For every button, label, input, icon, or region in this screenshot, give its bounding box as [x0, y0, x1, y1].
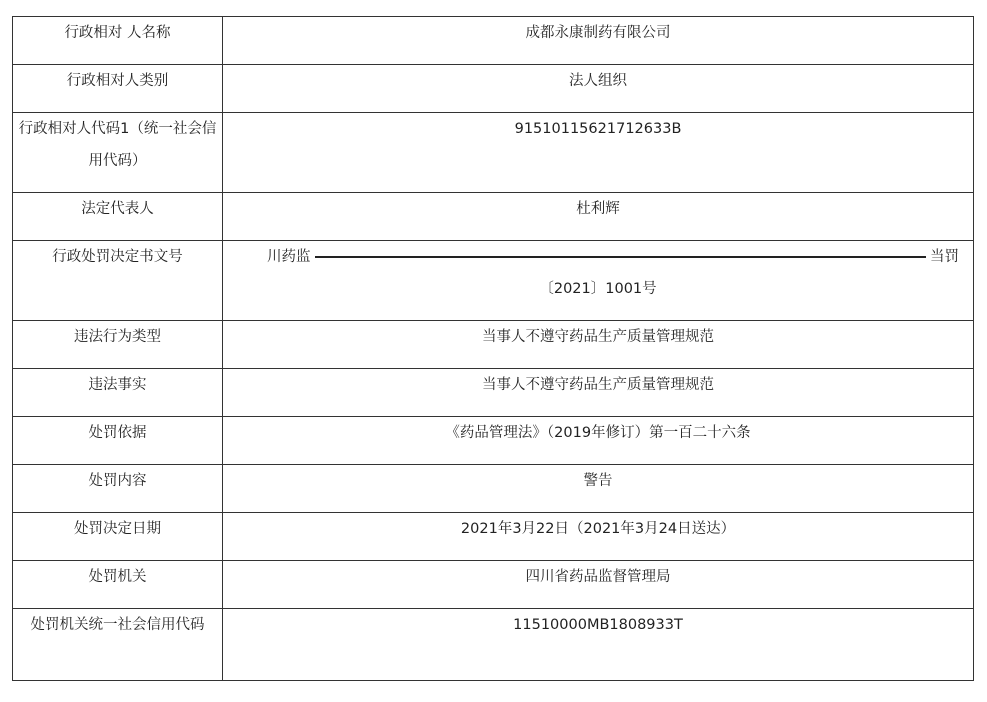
- row-value-document-number: [223, 241, 974, 321]
- table-row: [13, 465, 974, 513]
- row-label: 处罚依据: [13, 417, 223, 465]
- table-row: [13, 417, 974, 465]
- table-row: [13, 17, 974, 65]
- row-label: 处罚内容: [13, 465, 223, 513]
- row-label: 行政相对人类别: [13, 65, 223, 113]
- row-label: 处罚决定日期: [13, 513, 223, 561]
- row-value: 《药品管理法》（2019年修订）第一百二十六条: [223, 417, 974, 465]
- document-number-rule: [315, 256, 927, 258]
- document-number-line2: 〔2021〕1001号: [539, 281, 657, 297]
- row-value: 91510115621712633B: [223, 113, 974, 193]
- row-label: 违法行为类型: [13, 321, 223, 369]
- table-row: [13, 609, 974, 681]
- row-label: 处罚机关: [13, 561, 223, 609]
- row-label: 违法事实: [13, 369, 223, 417]
- document-number-suffix: 当罚: [930, 249, 959, 265]
- row-label: 法定代表人: [13, 193, 223, 241]
- table-row: [13, 113, 974, 193]
- table-row: [13, 369, 974, 417]
- penalty-info-table: [12, 16, 974, 681]
- table-row: [13, 513, 974, 561]
- row-value: 法人组织: [223, 65, 974, 113]
- table-row: [13, 65, 974, 113]
- table-row: [13, 241, 974, 321]
- row-value: 杜利辉: [223, 193, 974, 241]
- row-value: 当事人不遵守药品生产质量管理规范: [223, 321, 974, 369]
- row-value: 成都永康制药有限公司: [223, 17, 974, 65]
- row-value: 警告: [223, 465, 974, 513]
- row-value: 当事人不遵守药品生产质量管理规范: [223, 369, 974, 417]
- row-value: 四川省药品监督管理局: [223, 561, 974, 609]
- row-value: 2021年3月22日（2021年3月24日送达）: [223, 513, 974, 561]
- row-label: 行政处罚决定书文号: [13, 241, 223, 321]
- row-label: 行政相对 人名称: [13, 17, 223, 65]
- table-row: [13, 561, 974, 609]
- document-number-prefix: 川药监: [267, 249, 311, 265]
- table-row: [13, 193, 974, 241]
- table-row: [13, 321, 974, 369]
- document-number: [227, 241, 969, 305]
- row-value: 11510000MB1808933T: [223, 609, 974, 681]
- row-label: 行政相对人代码1（统一社会信用代码）: [13, 113, 223, 193]
- row-label: 处罚机关统一社会信用代码: [13, 609, 223, 681]
- document-number-line1: [227, 241, 969, 273]
